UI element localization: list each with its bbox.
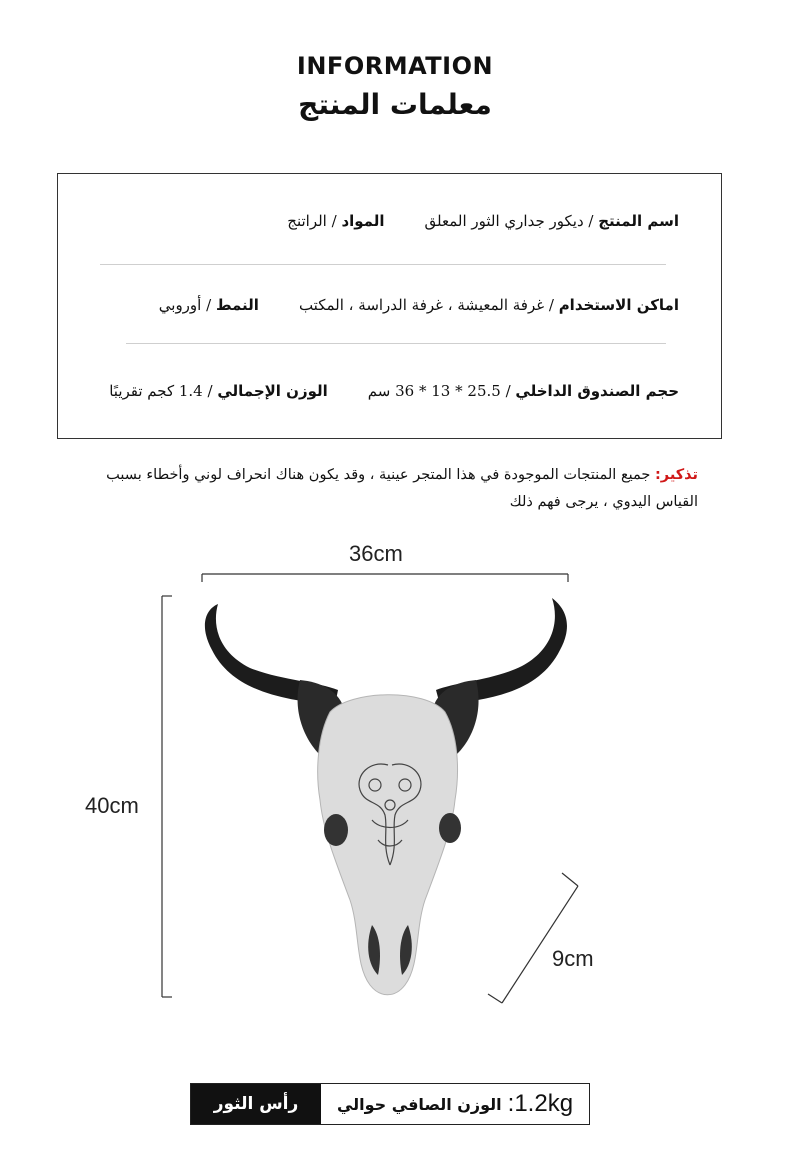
product-name-label: اسم المنتج	[598, 212, 679, 230]
carved-pattern	[359, 764, 421, 865]
divider	[126, 343, 666, 344]
width-dimension-line	[202, 574, 568, 582]
style-label: النمط	[215, 296, 259, 314]
divider	[100, 264, 666, 265]
net-weight-label: الوزن الصافي حوالي	[336, 1094, 502, 1114]
product-name-badge: رأس الثور	[191, 1084, 321, 1124]
usage-label: اماكن الاستخدام	[558, 296, 679, 314]
left-nostril	[368, 925, 380, 975]
page-title-en: INFORMATION	[296, 52, 494, 80]
page-title-ar: معلمات المنتج	[298, 88, 492, 121]
product-name-value: ديكور جداري الثور المعلق	[424, 212, 584, 230]
height-dimension: 40cm	[85, 793, 139, 818]
info-table	[57, 173, 722, 439]
depth-dimension: 9cm	[552, 946, 594, 971]
info-row-name-material: اسم المنتج / ديكور جداري الثور المعلقالمواد / الراتنج	[287, 212, 679, 230]
reminder-note	[80, 462, 698, 516]
left-eye-socket	[324, 814, 348, 846]
right-horn	[436, 598, 567, 705]
style-value: أوروبي	[158, 296, 202, 314]
material-value: الراتنج	[287, 212, 327, 230]
reminder-label: تذكير:	[655, 467, 698, 483]
skull	[318, 695, 458, 995]
net-weight-badge	[321, 1084, 589, 1124]
box-size-label: حجم الصندوق الداخلي	[515, 382, 679, 400]
reminder-text: جميع المنتجات الموجودة في هذا المتجر عينية ، وقد يكون هناك انحراف لوني وأخطاء بسبب القياس اليدوي ، يرجى فهم ذلك	[106, 467, 698, 510]
right-eye-socket	[439, 813, 461, 843]
gross-weight-value: 1.4 كجم تقريبًا	[109, 382, 203, 400]
material-label: المواد	[341, 212, 385, 230]
left-horn-base	[298, 680, 346, 755]
height-dimension-line	[162, 596, 172, 997]
left-horn	[205, 604, 338, 705]
right-nostril	[400, 925, 412, 975]
depth-dimension-line	[488, 873, 578, 1003]
info-row-usage-style: اماكن الاستخدام / غرفة المعيشة ، غرفة الدراسة ، المكتبالنمط / أوروبي	[158, 296, 679, 314]
info-row-box-weight: حجم الصندوق الداخلي / 25.5 * 13 * 36 سمالوزن الإجمالي / 1.4 كجم تقريبًا	[109, 382, 679, 400]
right-horn-base	[432, 680, 479, 755]
net-weight-value: :1.2kg	[507, 1090, 574, 1117]
box-size-value: 25.5 * 13 * 36 سم	[367, 382, 501, 400]
gross-weight-label: الوزن الإجمالي	[217, 382, 328, 400]
width-dimension: 36cm	[349, 541, 403, 566]
product-badge	[190, 1083, 590, 1125]
usage-value: غرفة المعيشة ، غرفة الدراسة ، المكتب	[298, 296, 545, 314]
